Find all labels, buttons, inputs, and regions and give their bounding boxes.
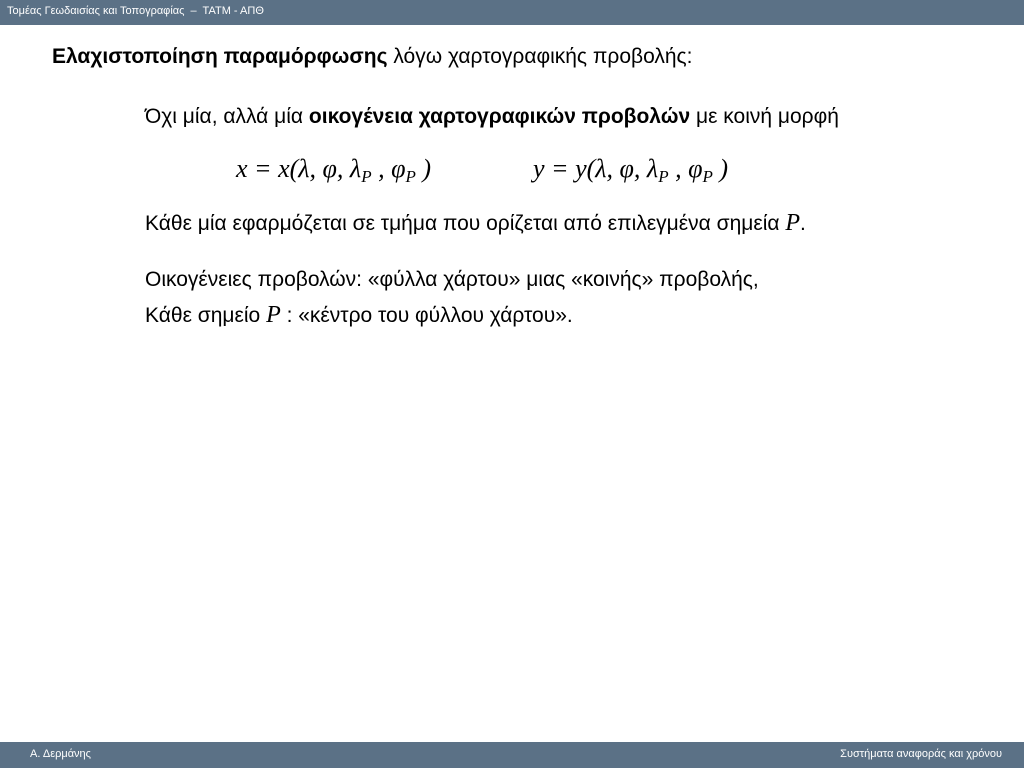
- body-line-1: [145, 105, 839, 129]
- body-line-4-post: : «κέντρο του φύλλου χάρτου».: [280, 304, 573, 327]
- eq-x-main: x = x(λ, φ, λ: [236, 154, 362, 183]
- footer-author: Α. Δερμάνης: [30, 748, 91, 760]
- eq-y-sub-2: P: [702, 167, 713, 186]
- eq-y-sub-1: P: [658, 167, 669, 186]
- equation-y: [533, 154, 728, 184]
- footer-bar: [0, 742, 1024, 768]
- body-line-2-pre: Κάθε μία εφαρμόζεται σε τμήμα που ορίζεται από επιλεγμένα σημεία: [145, 212, 786, 235]
- footer-course: Συστήματα αναφοράς και χρόνου: [840, 748, 1002, 760]
- body-line-1-pre: Όχι μία, αλλά μία: [145, 105, 309, 128]
- body-line-1-post: με κοινή μορφή: [690, 105, 839, 128]
- header-bar: [0, 0, 1024, 25]
- body-line-2: [145, 210, 806, 237]
- header-title: Τομέας Γεωδαισίας και Τοπογραφίας – ΤΑΤΜ - ΑΠΘ: [7, 5, 264, 17]
- body-line-4-pre: Κάθε σημείο: [145, 304, 267, 327]
- eq-x-end: ): [415, 154, 432, 183]
- body-line-3-text: Οικογένειες προβολών: «φύλλα χάρτου» μιας «κοινής» προβολής,: [145, 268, 759, 291]
- body-line-2-symbol: P: [785, 210, 801, 236]
- body-line-4-symbol: P: [266, 302, 281, 328]
- slide-title-rest: λόγω χαρτογραφικής προβολής:: [387, 45, 693, 68]
- eq-y-main: y = y(λ, φ, λ: [533, 154, 659, 183]
- body-line-4: [145, 302, 573, 329]
- body-line-1-bold: οικογένεια χαρτογραφικών προβολών: [308, 105, 691, 128]
- eq-x-sub-1: P: [361, 167, 372, 186]
- body-line-2-post: .: [800, 212, 806, 235]
- equation-x: [236, 154, 431, 184]
- eq-y-mid: , φ: [668, 154, 703, 183]
- eq-y-end: ): [712, 154, 729, 183]
- eq-x-mid: , φ: [371, 154, 406, 183]
- body-line-3: [145, 268, 759, 292]
- eq-x-sub-2: P: [405, 167, 416, 186]
- slide-title-bold: Ελαχιστοποίηση παραμόρφωσης: [52, 45, 388, 68]
- slide-title: [52, 45, 693, 69]
